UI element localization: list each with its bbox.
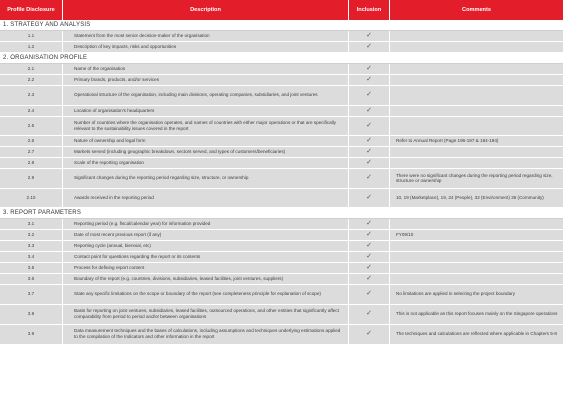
disclosure-code: 3.9 bbox=[0, 325, 63, 345]
inclusion-check: ✓ bbox=[349, 241, 390, 252]
disclosure-comment bbox=[390, 263, 563, 274]
table-header bbox=[0, 0, 563, 20]
disclosure-comment: The techniques and calculations are reflected where applicable in Chapters 5-8 bbox=[390, 325, 563, 345]
section-title: 2. ORGANISATION PROFILE bbox=[0, 53, 563, 64]
table-body bbox=[0, 20, 563, 345]
table-row bbox=[0, 274, 563, 285]
disclosure-comment bbox=[390, 274, 563, 285]
disclosure-comment: This is not applicable as this report focuses mainly on the Singapore operations bbox=[390, 305, 563, 325]
disclosure-description: Name of the organisation bbox=[63, 64, 349, 75]
disclosure-comment bbox=[390, 42, 563, 53]
disclosure-description: Reporting cycle (annual, biennial, etc) bbox=[63, 241, 349, 252]
inclusion-check: ✓ bbox=[349, 285, 390, 305]
disclosure-comment bbox=[390, 86, 563, 106]
table-row bbox=[0, 147, 563, 158]
inclusion-check: ✓ bbox=[349, 136, 390, 147]
section-row bbox=[0, 20, 563, 31]
table-row bbox=[0, 263, 563, 274]
table-row bbox=[0, 64, 563, 75]
table-row bbox=[0, 86, 563, 106]
inclusion-check: ✓ bbox=[349, 158, 390, 169]
disclosure-description: Operational structure of the organisation, including main divisions, operating companies, subsidiaries, and joint ventures bbox=[63, 86, 349, 106]
disclosure-description: Number of countries where the organisation operates, and names of countries with either major operations or that are specifically relevant to the sustainability issues covered in the report bbox=[63, 117, 349, 137]
disclosure-code: 3.8 bbox=[0, 305, 63, 325]
table-row bbox=[0, 189, 563, 209]
table-row bbox=[0, 241, 563, 252]
table-row bbox=[0, 169, 563, 189]
inclusion-check: ✓ bbox=[349, 106, 390, 117]
inclusion-check: ✓ bbox=[349, 252, 390, 263]
disclosure-description: Scale of the reporting organisation bbox=[63, 158, 349, 169]
table-row bbox=[0, 305, 563, 325]
inclusion-check: ✓ bbox=[349, 64, 390, 75]
disclosure-description: Location of organisation's headquarters bbox=[63, 106, 349, 117]
disclosure-comment bbox=[390, 75, 563, 86]
disclosure-code: 2.4 bbox=[0, 106, 63, 117]
section-title: 1. STRATEGY AND ANALYSIS bbox=[0, 20, 563, 31]
inclusion-check: ✓ bbox=[349, 305, 390, 325]
disclosure-code: 3.6 bbox=[0, 274, 63, 285]
disclosure-code: 3.5 bbox=[0, 263, 63, 274]
inclusion-check: ✓ bbox=[349, 325, 390, 345]
disclosure-description: Description of key impacts, risks and opportunities bbox=[63, 42, 349, 53]
inclusion-check: ✓ bbox=[349, 42, 390, 53]
disclosure-code: 1.2 bbox=[0, 42, 63, 53]
disclosure-code: 2.9 bbox=[0, 169, 63, 189]
table-row bbox=[0, 106, 563, 117]
disclosure-description: Awards received in the reporting period bbox=[63, 189, 349, 209]
disclosure-code: 2.7 bbox=[0, 147, 63, 158]
disclosure-comment: FY09/10 bbox=[390, 230, 563, 241]
section-title: 3. REPORT PARAMETERS bbox=[0, 208, 563, 219]
disclosure-code: 2.10 bbox=[0, 189, 63, 209]
disclosure-description: Contact point for questions regarding the report or its contents bbox=[63, 252, 349, 263]
disclosure-code: 3.7 bbox=[0, 285, 63, 305]
inclusion-check: ✓ bbox=[349, 189, 390, 209]
disclosure-code: 3.4 bbox=[0, 252, 63, 263]
disclosure-code: 2.8 bbox=[0, 158, 63, 169]
disclosure-code: 2.6 bbox=[0, 136, 63, 147]
disclosure-description: Markets served (including geographic breakdown, sectors served, and types of customers/beneficiaries) bbox=[63, 147, 349, 158]
inclusion-check: ✓ bbox=[349, 31, 390, 42]
disclosure-description: Primary brands, products, and/or services bbox=[63, 75, 349, 86]
disclosure-description: Basis for reporting on joint ventures, subsidiaries, leased facilities, outsourced operations, and other entities that significantly affect comparability from period to period and/or between organisations bbox=[63, 305, 349, 325]
disclosure-description: Boundary of the report (e.g. countries, divisions, subsidiaries, leased facilities, joint ventures, suppliers) bbox=[63, 274, 349, 285]
inclusion-check: ✓ bbox=[349, 263, 390, 274]
inclusion-header: Inclusion bbox=[349, 0, 390, 20]
profile-disclosure-header: Profile Disclosure bbox=[0, 0, 63, 20]
inclusion-check: ✓ bbox=[349, 274, 390, 285]
disclosure-description: Data measurement techniques and the bases of calculations, including assumptions and techniques underlying estimations applied to the compilation of the Indicators and other information in the report bbox=[63, 325, 349, 345]
disclosure-description: Nature of ownership and legal form bbox=[63, 136, 349, 147]
table-row bbox=[0, 31, 563, 42]
disclosure-code: 3.1 bbox=[0, 219, 63, 230]
disclosure-description: Statement from the most senior decision-maker of the organisation bbox=[63, 31, 349, 42]
section-row bbox=[0, 53, 563, 64]
disclosure-comment bbox=[390, 158, 563, 169]
disclosure-comment bbox=[390, 106, 563, 117]
disclosure-description: Significant changes during the reporting period regarding size, structure, or ownership bbox=[63, 169, 349, 189]
disclosure-comment bbox=[390, 117, 563, 137]
inclusion-check: ✓ bbox=[349, 117, 390, 137]
disclosure-comment: 10, 19 (Marketplace), 19, 24 (People), 32 (Environment) 36 (Community) bbox=[390, 189, 563, 209]
disclosure-code: 2.5 bbox=[0, 117, 63, 137]
table-row bbox=[0, 285, 563, 305]
table-row bbox=[0, 219, 563, 230]
table-row bbox=[0, 158, 563, 169]
table-row bbox=[0, 75, 563, 86]
inclusion-check: ✓ bbox=[349, 147, 390, 158]
table-row bbox=[0, 136, 563, 147]
table-row bbox=[0, 42, 563, 53]
disclosure-description: Reporting period (e.g. fiscal/calendar year) for information provided bbox=[63, 219, 349, 230]
description-header: Description bbox=[63, 0, 349, 20]
disclosure-code: 2.1 bbox=[0, 64, 63, 75]
inclusion-check: ✓ bbox=[349, 75, 390, 86]
disclosure-comment: No limitations are applied in selecting the project boundary bbox=[390, 285, 563, 305]
disclosure-code: 2.3 bbox=[0, 86, 63, 106]
inclusion-check: ✓ bbox=[349, 219, 390, 230]
inclusion-check: ✓ bbox=[349, 169, 390, 189]
section-row bbox=[0, 208, 563, 219]
disclosure-comment bbox=[390, 147, 563, 158]
inclusion-check: ✓ bbox=[349, 230, 390, 241]
comments-header: Comments bbox=[390, 0, 563, 20]
disclosure-code: 1.1 bbox=[0, 31, 63, 42]
disclosure-comment bbox=[390, 64, 563, 75]
disclosure-comment bbox=[390, 31, 563, 42]
disclosure-comment bbox=[390, 241, 563, 252]
disclosure-comment: Refer to Annual Report (Page 196-197 & 184-194) bbox=[390, 136, 563, 147]
table-row bbox=[0, 230, 563, 241]
disclosure-comment bbox=[390, 252, 563, 263]
disclosure-comment bbox=[390, 219, 563, 230]
table-row bbox=[0, 252, 563, 263]
table-row bbox=[0, 117, 563, 137]
disclosure-comment: There were no significant changes during the reporting period regarding size, structure or ownership bbox=[390, 169, 563, 189]
disclosure-code: 2.2 bbox=[0, 75, 63, 86]
table-row bbox=[0, 325, 563, 345]
disclosure-description: State any specific limitations on the scope or boundary of the report (see completeness principle for explanation of scope) bbox=[63, 285, 349, 305]
disclosure-code: 3.3 bbox=[0, 241, 63, 252]
disclosure-code: 3.2 bbox=[0, 230, 63, 241]
inclusion-check: ✓ bbox=[349, 86, 390, 106]
disclosure-description: Date of most recent previous report (if any) bbox=[63, 230, 349, 241]
disclosure-description: Process for defining report content bbox=[63, 263, 349, 274]
